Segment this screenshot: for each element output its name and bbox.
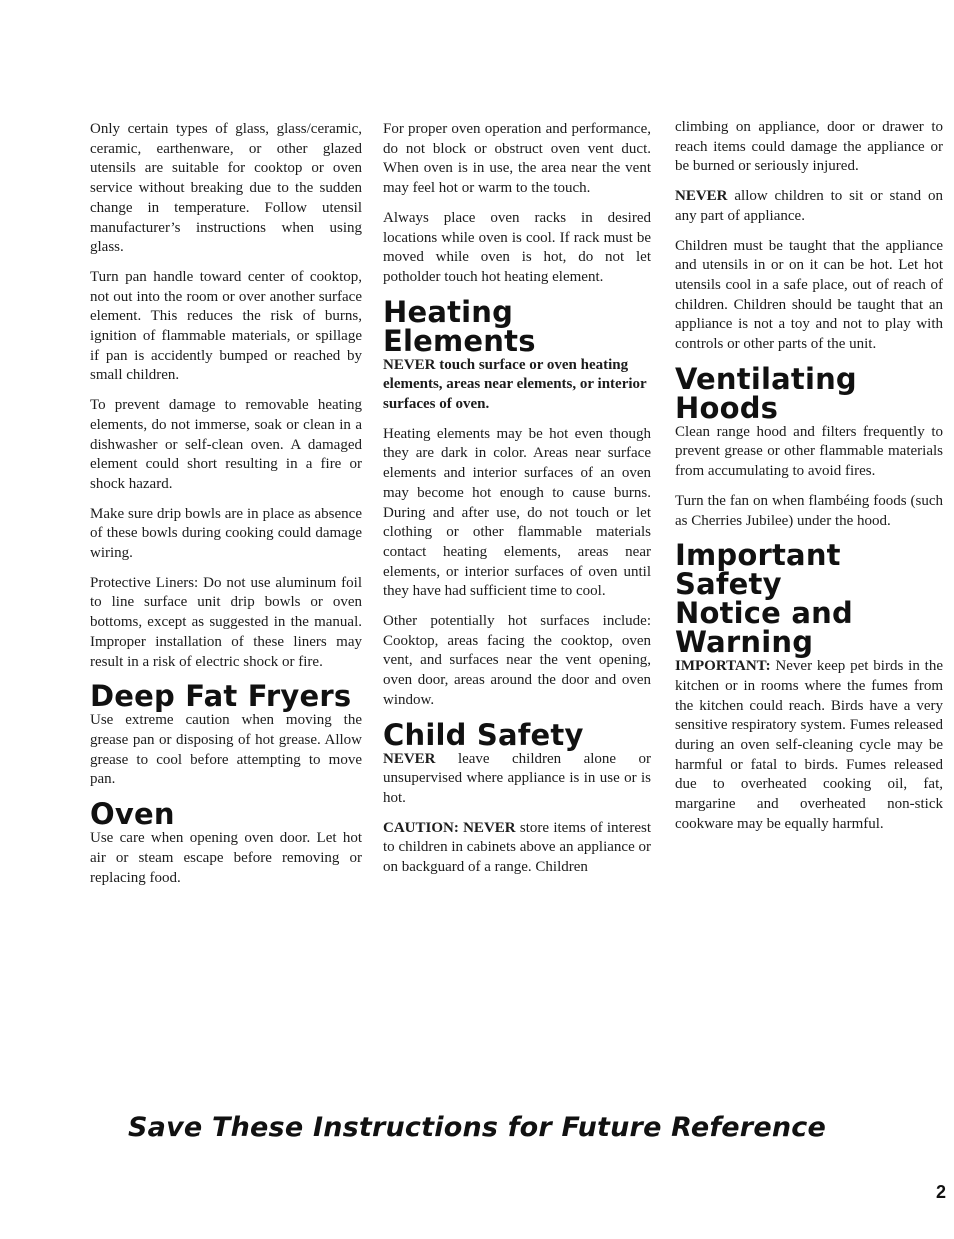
heading-heating-elements: Heating Elements	[383, 294, 536, 358]
heading-important-line3: Warning	[675, 625, 814, 660]
paragraph-oven-racks: Always place oven racks in desired locations while oven is cool. If rack must be moved while oven is hot, do not let potholder touch hot heating element.	[383, 209, 651, 285]
warning-heating-elements: NEVER touch surface or oven heating elements, areas near elements, or interior surfaces of oven.	[383, 356, 647, 413]
footer-banner: Save These Instructions for Future Reference	[128, 1112, 826, 1143]
lead-important: IMPORTANT:	[675, 658, 771, 675]
paragraph-never-sit-stand	[675, 187, 943, 226]
heading-ventilating-line2: Hoods	[675, 390, 779, 425]
lead-never-sit: NEVER	[675, 188, 728, 205]
paragraph-fan-flambeing: Turn the fan on when flambéing foods (such as Cherries Jubilee) under the hood.	[675, 492, 943, 529]
heading-ventilating-line1: Ventilating	[675, 361, 857, 396]
paragraph-protective-liners: Protective Liners: Do not use aluminum foil to line surface unit drip bowls or oven bottoms, except as suggested in the manual. Improper installation of these liners may result in a risk of electric shock or fire.	[90, 574, 362, 670]
paragraph-pan-handle: Turn pan handle toward center of cooktop, not out into the room or over another surface element. This reduces the risk of burns, ignition of flammable materials, or spillage if pan is accidently bumped or reached by small children.	[90, 268, 362, 384]
paragraph-drip-bowls: Make sure drip bowls are in place as absence of these bowls during cooking could damage wiring.	[90, 505, 362, 562]
paragraph-heating-elements-hot: Heating elements may be hot even though they are dark in color. Areas near surface elements and interior surfaces of an oven may become hot enough to cause burns. During and after use, do not touch or let clothing or other flammable materials contact heating elements, areas near elements, or interior surfaces of oven until they have had sufficient time to cool.	[383, 425, 651, 600]
heading-ventilating-hoods	[675, 361, 943, 425]
heading-oven: Oven	[90, 797, 175, 832]
text-caution: store items of interest to children in cabinets above an appliance or on backguard of a range. Children	[383, 819, 652, 876]
heading-child-safety: Child Safety	[383, 717, 584, 752]
page-number: 2	[935, 1182, 946, 1202]
paragraph-children-taught: Children must be taught that the appliance and utensils in or on it can be hot. Let hot utensils cool in a safe place, out of reach of children. Children should be taught that an appliance is not a toy and not to play with controls or other parts of the unit.	[675, 237, 943, 353]
paragraph-child-caution	[383, 819, 651, 878]
heading-deep-fat-fryers: Deep Fat Fryers	[90, 679, 352, 714]
paragraph-glass-utensils: Only certain types of glass, glass/ceramic, ceramic, earthenware, or other glazed utensils are suitable for cooktop or oven service without breaking due to the sudden change in temperature. Follow utensil manufacturer’s instructions when using glass.	[90, 121, 362, 256]
text-never-alone: leave children alone or unsupervised where appliance is in use or is hot.	[383, 750, 651, 806]
lead-never: NEVER	[383, 750, 436, 767]
text-never-sit: allow children to sit or stand on any part of appliance.	[675, 188, 943, 224]
heading-important-safety-notice	[675, 538, 943, 660]
paragraph-clean-hood: Clean range hood and filters frequently to prevent grease or other flammable materials from accumulating to avoid fires.	[675, 423, 943, 480]
lead-caution-never: CAUTION: NEVER	[383, 819, 516, 836]
column-2	[383, 120, 651, 888]
paragraph-pet-birds	[675, 657, 943, 834]
paragraph-hot-surfaces: Other potentially hot surfaces include: Cooktop, areas facing the cooktop, oven vent, and surfaces near the vent opening, oven door, areas around the door and oven window.	[383, 613, 651, 708]
paragraph-oven-vent: For proper oven operation and performance, do not block or obstruct oven vent duct. When oven is in use, the area near the vent may feel hot or warm to the touch.	[383, 121, 651, 197]
paragraph-climbing: climbing on appliance, door or drawer to reach items could damage the appliance or be burned or seriously injured.	[675, 119, 943, 175]
text-pet-birds: Never keep pet birds in the kitchen or in rooms where the fumes from the kitchen could reach. Birds have a very sensitive respiratory system. Fumes released during an oven self-cleaning cycle may be harmful or fatal to birds. Fumes released due to overheated cooking oil, fat, margarine and overheated non-stick cookware may be equally harmful.	[675, 658, 943, 832]
paragraph-oven: Use care when opening oven door. Let hot air or steam escape before removing or replacing food.	[90, 830, 362, 886]
paragraph-heating-elements-care: To prevent damage to removable heating elements, do not immerse, soak or clean in a dishwasher or self-clean oven. A damaged element could short resulting in a fire or shock hazard.	[90, 397, 362, 492]
paragraph-child-never-alone	[383, 750, 651, 809]
column-1	[90, 120, 362, 898]
paragraph-deep-fat-fryers: Use extreme caution when moving the grease pan or disposing of hot grease. Allow grease to cool before attempting to move pan.	[90, 712, 362, 788]
heading-important-line1: Important Safety	[675, 538, 841, 602]
heading-important-line2: Notice and	[675, 596, 853, 631]
column-3	[675, 118, 943, 845]
